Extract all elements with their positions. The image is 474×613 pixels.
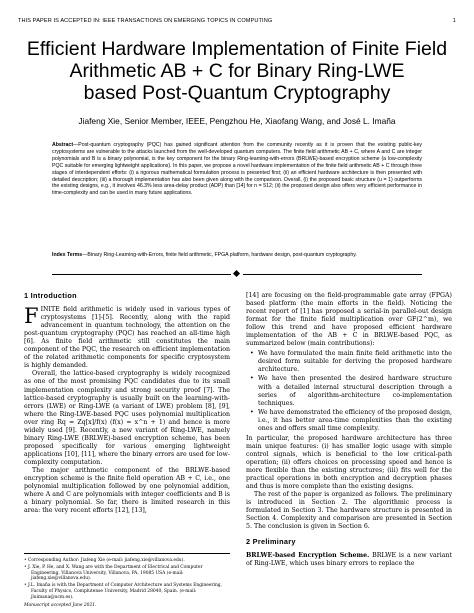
intro-paragraph-6: The rest of the paper is organized as follows. The preliminary is introduced in Section 2. The algorithmic process is formulated in Section 3. The hardware structure is presented in Section 4. Complexity and comparison are presented in Section 5. The conclusion is given in Section 6.	[246, 491, 452, 531]
title-line-1: Efficient Hardware Implementation of Finite Field	[26, 38, 448, 60]
page-number: 1	[452, 18, 456, 24]
abstract	[52, 142, 422, 197]
running-head	[18, 18, 456, 24]
contribution-item: • We have formulated the main finite field arithmetic into the desired form suitable for deriving the proposed hardware architecture.	[258, 350, 452, 374]
contribution-item: • We have demonstrated the efficiency of the proposed design, i.e., it has better area-time complexities than the existing ones and offers small time complexity.	[258, 409, 452, 433]
abstract-text: —Post-quantum cryptography (PQC) has gained significant attention from the community recently as it is proven that the existing public-key cryptosystems are vulnerable to the attacks launched from the well-developed quantum computers. The finite field arithmetic AB + C, where A and C are integer polynomials and B is a binary polynomial, is the key component for the binary Ring-learning-with-errors (BRLWE)-based encryption scheme (a low-complexity PQC suitable for emerging lightweight applications). In this paper, we propose a novel hardware implementation of the finite field arithmetic AB + C through three stages of interdependent efforts: (i) a rigorous mathematical formulation process is presented first; (ii) an efficient hardware architecture is then presented with detailed description; (iii) a thorough implementation has also been given along with the comparison. Overall, (i) the proposed basic structure (u = 1) outperforms the existing designs, e.g., it involves 46.3% less area-delay product (ADP) than [14] for n = 512; (ii) the proposed design also offers very efficient performance in time-complexity and can be used in many future applications.	[52, 142, 422, 197]
intro-paragraph-4: [14] are focusing on the field-programmable gate array (FPGA) based platform (the main efforts in the field). Noticing the recent report of [1] has proposed a serial-in parallel-out design format for the finite field multiplication over GF(2^m), we follow this trend and have proposed efficient hardware implementation of the AB + C in BRLWE-based PQC, as summarized below (main contributions):	[246, 292, 452, 348]
intro-paragraph-5: In particular, the proposed hardware architecture has three main unique features: (i) has smaller logic usage with simple control signals, which is beneficial to the low critical-path operation; (ii) offers choices on processing speed and hence is more flexible than the existing structures; (iii) fits well for the practical operations in both encryption and decryption phases and thus is more complete than the existing designs.	[246, 434, 452, 491]
footnote: • J. Xie, P. He, and X. Wang are with the Department of Electrical and Computer Engineering, Villanova University, Villanova, PA, 19085 USA (e-mail: jiafeng.xie@villanova.edu).	[24, 565, 203, 582]
divider-line-right	[243, 274, 422, 275]
intro-paragraph-2: Overall, the lattice-based cryptography is widely recognized as one of the most promising PQC candidates due to its small implementation complexity and strong security proof [7]. The lattice-based cryptography is usually built on the learning-with-errors (LWE) or Ring-LWE (a variant of LWE) problem [8], [9], where the Ring-LWE-based PQC uses polynomial multiplication over ring Rq = Zq[x]/f(x) (f(x) = x^n + 1) and hence is more widely used [9]. Recently, a new variant of Ring-LWE, namely binary Ring-LWE (BRLWE)-based encryption scheme, has been proposed specifically for various emerging lightweight applications [10], [11], where the binary errors are used for low-complexity computation.	[24, 370, 230, 466]
intro-paragraph-1	[24, 306, 230, 370]
divider-line-left	[52, 274, 231, 275]
preliminary-text: BRLWE is a new variant of Ring-LWE, which uses binary errors to replace the	[246, 552, 452, 568]
title-line-3: based Post-Quantum Cryptography	[83, 82, 391, 104]
author-list: Jiafeng Xie, Senior Member, IEEE, Pengzhou He, Xiaofang Wang, and José L. Imaña	[78, 116, 396, 126]
footnote-text: J. Xie, P. He, and X. Wang are with the Department of Electrical and Computer Engineering, Villanova University, Villanova, PA, 19085 USA (e-mail: jiafeng.xie@villanova.edu).	[28, 565, 203, 582]
title-line-2: Arithmetic AB + C for Binary Ring-LWE	[69, 60, 405, 82]
diamond-icon	[233, 270, 240, 277]
section-divider	[52, 270, 422, 278]
contribution-item: • We have then presented the desired hardware structure with a detailed internal structural description through a series of algorithm-architecture co-implementation techniques.	[258, 375, 452, 407]
section-heading-introduction: 1 Introduction	[24, 291, 77, 300]
footnote-text: Corresponding Author: Jiafeng Xie (e-mail: jiafeng.xie@villanova.edu).	[28, 558, 185, 563]
contribution-list	[246, 350, 452, 432]
intro-paragraph-1-text: INITE field arithmetic is widely used in various types of cryptosystems [1]-[5]. Recently, along with the rapid advancement in quantum technology, the attention on the post-quantum cryptography (PQC) has reached an all-time high [6]. As finite field arithmetic still constitutes the main component of the PQC, the research on efficient implementation of the related arithmetic components for specific cryptosystem is highly demanded.	[24, 306, 230, 370]
intro-paragraph-3: The major arithmetic component of the BRLWE-based encryption scheme is the finite field operation AB + C, i.e., one polynomial multiplication followed by one polynomial addition, where A and C are polynomials with integer coefficients and B is a binary polynomial. So far, there is limited research in this area: the very recent efforts [12], [13],	[24, 466, 230, 515]
section-heading-preliminary: 2 Preliminary	[246, 537, 296, 547]
subsection-heading: BRLWE-based Encryption Scheme.	[246, 552, 370, 560]
footnotes	[24, 553, 230, 609]
footnote: • Corresponding Author: Jiafeng Xie (e-mail: jiafeng.xie@villanova.edu).	[24, 558, 185, 563]
footnote-text: J.L. Imaña is with the Department of Computer Architecture and Systems Engineering, Faculty of Physics, Complutense University, Madrid 28040, Spain. (e-mail: jluimana@ucm.es).	[28, 583, 222, 600]
footnote: • J.L. Imaña is with the Department of Computer Architecture and Systems Engineering, Faculty of Physics, Complutense University, Madrid 28040, Spain. (e-mail: jluimana@ucm.es).	[24, 583, 222, 600]
manuscript-note: Manuscript accepted June 2021.	[24, 603, 97, 609]
journal-header: THIS PAPER IS ACCEPTED IN: IEEE TRANSACTIONS ON EMERGING TOPICS IN COMPUTING	[18, 18, 273, 24]
preliminary-paragraph	[246, 552, 452, 568]
abstract-label: Abstract	[52, 142, 74, 148]
drop-cap: F	[24, 304, 39, 329]
left-column	[24, 292, 230, 515]
right-column	[246, 292, 452, 569]
index-terms	[52, 252, 422, 259]
index-terms-label: Index Terms	[52, 252, 83, 258]
index-terms-text: —Binary Ring-Learning-with-Errors, finite field arithmetic, FPGA platform, hardware design, post-quantum cryptography.	[82, 252, 357, 258]
paper-title	[20, 38, 454, 104]
